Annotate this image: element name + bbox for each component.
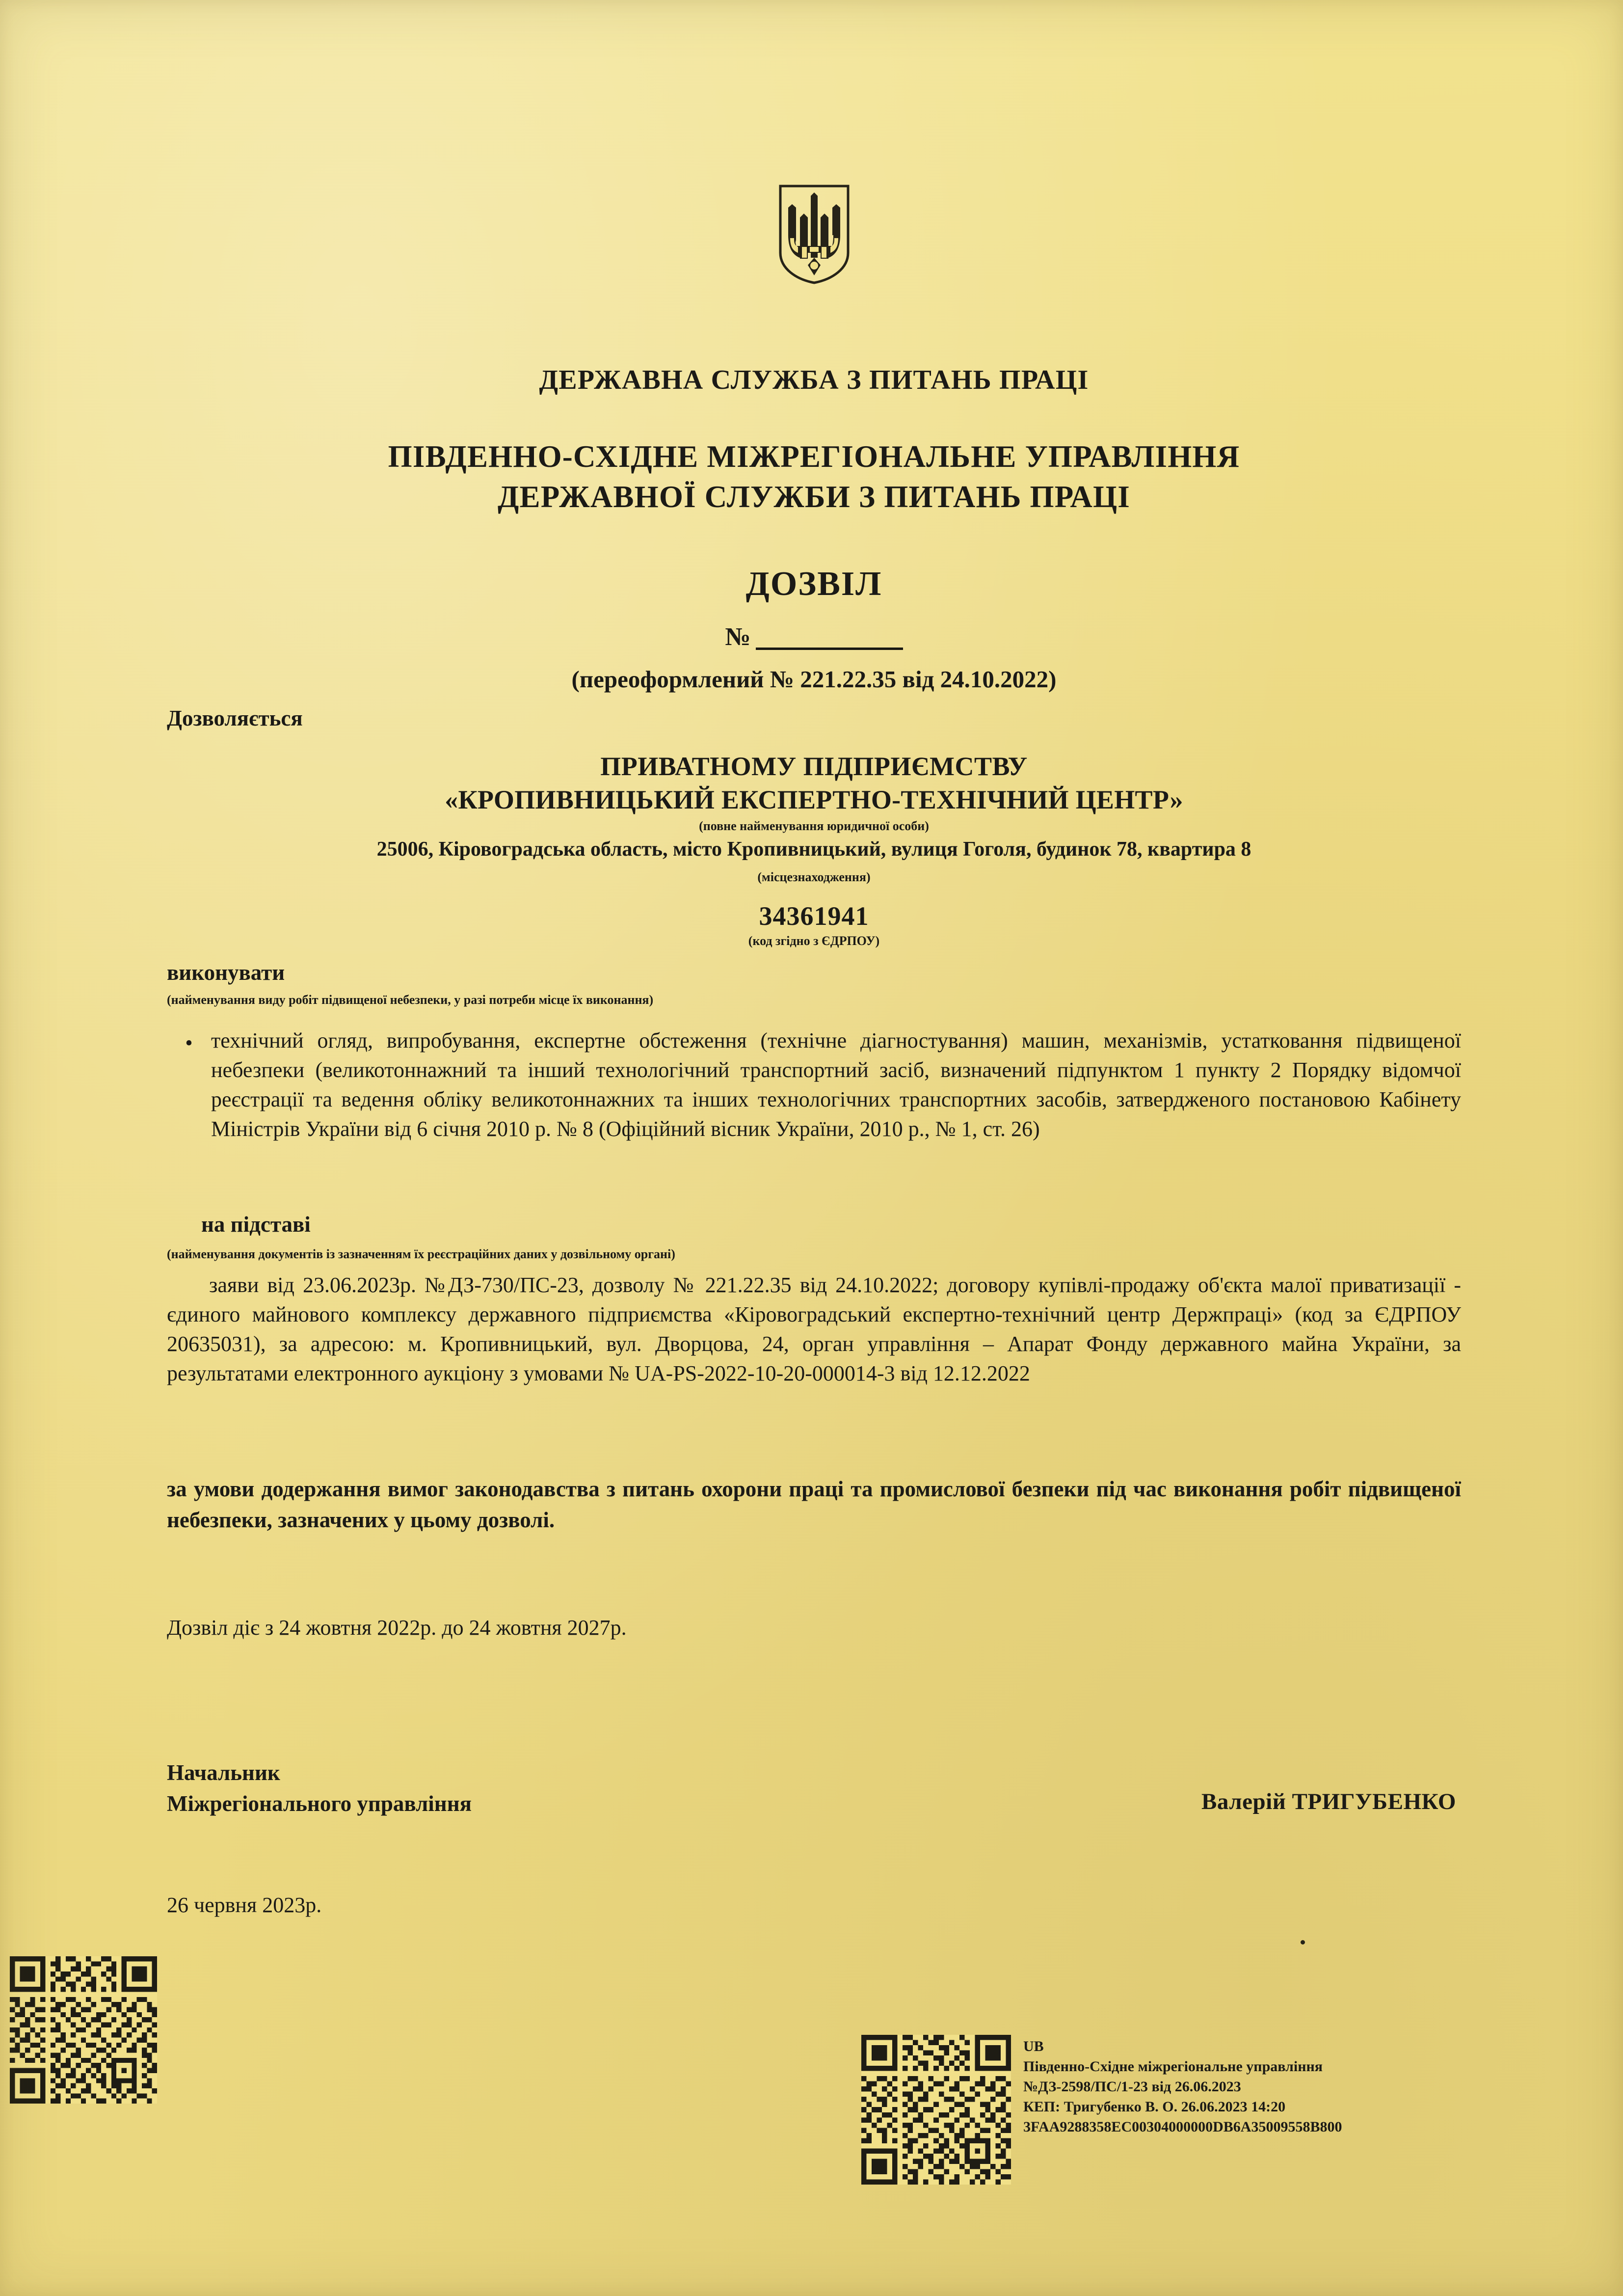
section-label-perform: виконувати	[167, 960, 285, 985]
signatory-name: Валерій ТРИГУБЕНКО	[1201, 1789, 1456, 1814]
ink-dot-mark	[1301, 1940, 1305, 1945]
signatory-position-line-2: Міжрегіонального управління	[167, 1791, 472, 1816]
stamp-line-registration: №ДЗ-2598/ПС/1-23 від 26.06.2023	[1023, 2079, 1241, 2095]
qr-code-icon	[10, 1956, 157, 2104]
qr-code-icon	[861, 2035, 1011, 2185]
caption-edrpou: (код згідно з ЄДРПОУ)	[748, 934, 880, 948]
signature-block	[167, 1757, 1461, 1819]
caption-basis: (найменування документів із зазначенням їх реєстраційних даних у дозвільному органі)	[167, 1247, 675, 1261]
signature-date: 26 червня 2023р.	[167, 1893, 322, 1917]
department-name	[167, 437, 1461, 517]
conditions-text: за умови додержання вимог законодавства з питань охорони праці та промислової безпеки під час виконання робіт підвищеної небезпеки, зазначених у цьому дозволі.	[167, 1477, 1461, 1532]
stamp-line-hash: 3FAA9288358EC00304000000DB6A35009558B800	[1023, 2119, 1342, 2135]
bullet-icon: •	[185, 1031, 193, 1055]
stamp-line-country: UB	[1023, 2038, 1044, 2054]
stamp-line-department: Південно-Східне міжрегіональне управління	[1023, 2058, 1323, 2075]
emblem-container	[167, 184, 1461, 285]
perform-item-text: технічний огляд, випробування, експертне обстеження (технічне діагностування) машин, механізмів, устатковання підвищеної небезпеки (великотоннажний та інший технологічний транспортний засіб, визначений підпунктом 1 пункту 2 Порядку відомчої реєстрації та ведення обліку великотоннажних та інших технологічних транспортних засобів, затвердженого постановою Кабінету Міністрів України від 6 січня 2010 р. № 8 (Офіційний вісник України, 2010 р., № 1, ст. 26)	[211, 1028, 1461, 1141]
number-symbol: №	[725, 623, 751, 651]
digital-signature-stamp	[1023, 2036, 1342, 2137]
permission-label: Дозволяється	[167, 706, 303, 730]
page-title: ДОЗВІЛ	[745, 565, 882, 603]
entity-address: 25006, Кіровоградська область, місто Кропивницький, вулиця Гоголя, будинок 78, квартира 8	[376, 838, 1251, 861]
stamp-line-signer: КЕП: Тригубенко В. О. 26.06.2023 14:20	[1023, 2099, 1286, 2115]
department-name-line-1: ПІВДЕННО-СХІДНЕ МІЖРЕГІОНАЛЬНЕ УПРАВЛІННЯ	[388, 439, 1240, 474]
permit-number-row	[167, 621, 1461, 650]
department-name-line-2: ДЕРЖАВНОЇ СЛУЖБИ З ПИТАНЬ ПРАЦІ	[498, 479, 1130, 514]
permit-number-blank	[756, 621, 903, 650]
entity-name: «КРОПИВНИЦЬКИЙ ЕКСПЕРТНО-ТЕХНІЧНИЙ ЦЕНТР»	[445, 785, 1183, 814]
section-label-basis: на підставі	[201, 1212, 311, 1237]
document-content	[167, 0, 1461, 2296]
signatory-position-line-1: Начальник	[167, 1760, 280, 1785]
reissued-note: (переоформлений № 221.22.35 від 24.10.2022)	[571, 666, 1057, 693]
signatory-position	[167, 1757, 472, 1819]
agency-name: ДЕРЖАВНА СЛУЖБА З ПИТАНЬ ПРАЦІ	[539, 365, 1089, 395]
entity-legal-form: ПРИВАТНОМУ ПІДПРИЄМСТВУ	[600, 752, 1028, 781]
perform-list-item	[167, 1026, 1461, 1144]
caption-perform: (найменування виду робіт підвищеної небезпеки, у разі потреби місце їх виконання)	[167, 993, 654, 1007]
validity-period: Дозвіл діє з 24 жовтня 2022р. до 24 жовтня 2027р.	[167, 1616, 627, 1640]
entity-edrpou-code: 34361941	[759, 901, 869, 931]
caption-address: (місцезнаходження)	[757, 870, 871, 884]
caption-legal-name: (повне найменування юридичної особи)	[699, 819, 929, 833]
basis-text: заяви від 23.06.2023р. №ДЗ-730/ПС-23, дозволу № 221.22.35 від 24.10.2022; договору купівлі-продажу об'єкта малої приватизації - єдиного майнового комплексу державного підприємства «Кіровоградський експертно-технічний центр Держпраці» (код за ЄДРПОУ 20635031), за адресою: м. Кропивницький, вул. Дворцова, 24, орган управління – Апарат Фонду державного майна України, за результатами електронного аукціону з умовами № UA-PS-2022-10-20-000014-3 від 12.12.2022	[167, 1273, 1461, 1385]
ukrainian-trident-coat-of-arms-icon	[777, 184, 851, 285]
